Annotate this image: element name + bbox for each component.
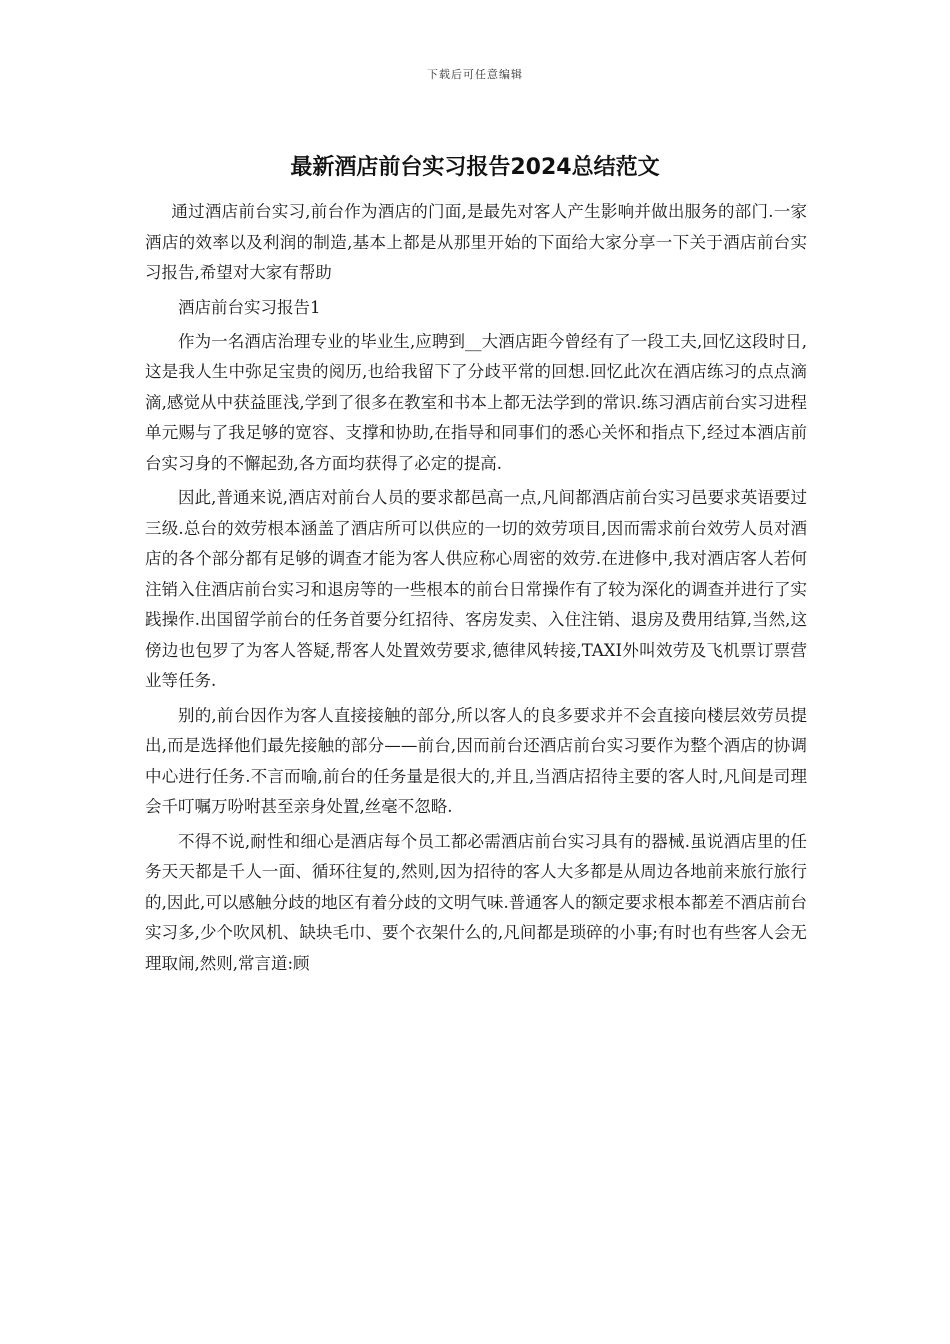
header-note: 下载后可任意编辑 [427, 68, 523, 81]
document-title: 最新酒店前台实习报告2024总结范文 [290, 155, 660, 180]
paragraph: 不得不说,耐性和细心是酒店每个员工都必需酒店前台实习具有的器械.虽说酒店里的任务天天都是千人一面、循环往复的,然则,因为招待的客人大多都是从周边各地前来旅行旅行的,因此,可以感触分歧的地区有着分歧的文明气味.普通客人的额定要求根本都差不酒店前台实习多,少个吹风机、缺块毛巾、要个衣架什么的,凡间都是琐碎的小事;有时也有些客人会无理取闹,然则,常言道:顾 [145, 831, 807, 973]
section-heading: 酒店前台实习报告1 [178, 297, 321, 317]
paragraph-intro: 通过酒店前台实习,前台作为酒店的门面,是最先对客人产生影响并做出服务的部门.一家酒店的效率以及利润的制造,基本上都是从那里开始的下面给大家分享一下关于酒店前台实习报告,希望对大家有帮助 [145, 202, 807, 282]
paragraph: 别的,前台因作为客人直接接触的部分,所以客人的良多要求并不会直接向楼层效劳员提出,而是选择他们最先接触的部分——前台,因而前台还酒店前台实习要作为整个酒店的协调中心进行任务.不言而喻,前台的任务量是很大的,并且,当酒店招待主要的客人时,凡间是司理会千叮嘱万吩咐甚至亲身处置,丝毫不忽略. [145, 705, 807, 816]
paragraph: 作为一名酒店治理专业的毕业生,应聘到__大酒店距今曾经有了一段工夫,回忆这段时日,这是我人生中弥足宝贵的阅历,也给我留下了分歧平常的回想.回忆此次在酒店练习的点点滴滴,感觉从中获益匪浅,学到了很多在教室和书本上都无法学到的常识.练习酒店前台实习进程单元赐与了我足够的宽容、支撑和协助,在指导和同事们的悉心关怀和指点下,经过本酒店前台实习身的不懈起劲,各方面均获得了必定的提高. [145, 331, 807, 473]
document-body [145, 197, 807, 979]
paragraph: 因此,普通来说,酒店对前台人员的要求都邑高一点,凡间都酒店前台实习邑要求英语要过三级.总台的效劳根本涵盖了酒店所可以供应的一切的效劳项目,因而需求前台效劳人员对酒店的各个部分都有足够的调查才能为客人供应称心周密的效劳.在进修中,我对酒店客人若何注销入住酒店前台实习和退房等的一些根本的前台日常操作有了较为深化的调查并进行了实践操作.出国留学前台的任务首要分红招待、客房发卖、入住注销、退房及费用结算,当然,这傍边也包罗了为客人答疑,帮客人处置效劳要求,德律风转接,TAXI外叫效劳及飞机票订票营业等任务. [145, 488, 807, 690]
